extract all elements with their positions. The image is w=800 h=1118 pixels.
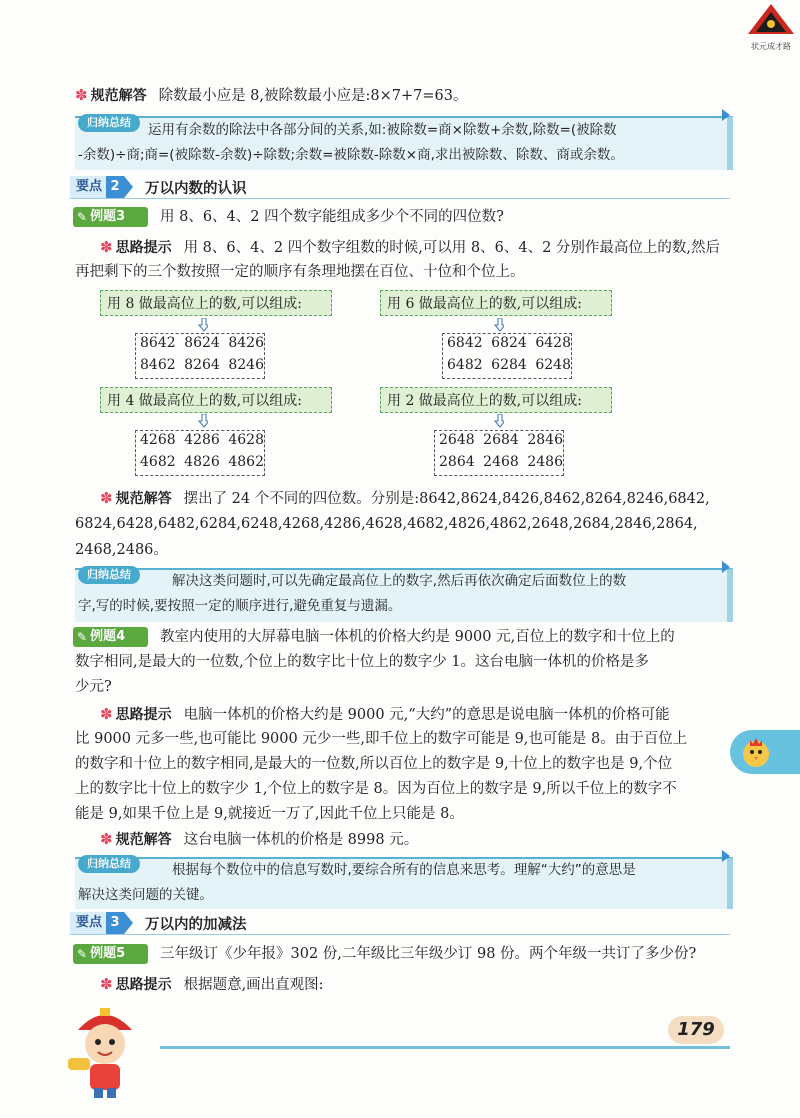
keypoint-2-header xyxy=(70,176,247,198)
example-5-hint xyxy=(100,972,324,997)
logo-triangle-icon xyxy=(744,2,798,36)
footer-rule xyxy=(160,1046,730,1049)
example-5-question: 三年级订《少年报》302 份,二年级比三年级少订 98 份。两个年级一共订了多少份? xyxy=(160,946,697,962)
answer-1 xyxy=(75,83,467,108)
number-cell: 2864 xyxy=(439,454,475,470)
example-4-question: 教室内使用的大屏幕电脑一体机的价格大约是 9000 元,百位上的数字和十位上的 xyxy=(160,629,675,645)
group-title-2: 用 2 做最高位上的数,可以组成: xyxy=(380,387,612,413)
group-title-6: 用 6 做最高位上的数,可以组成: xyxy=(380,290,612,316)
number-cell: 8642 xyxy=(140,335,176,351)
answer-text-line: 2468,2486。 xyxy=(75,542,168,558)
flower-icon: ✽ xyxy=(100,975,113,993)
summary-text-line: -余数)÷商;商=(被除数-余数)÷除数;余数=被除数-除数×商,求出被除数、除数、商或余数。 xyxy=(78,147,624,163)
number-cell: 2846 xyxy=(527,432,563,448)
pencil-icon: ✎ xyxy=(77,630,88,644)
answer-label: 规范解答 xyxy=(115,832,172,848)
hint-label: 思路提示 xyxy=(115,977,172,993)
number-cell: 6482 xyxy=(447,357,483,373)
page-number: 179 xyxy=(668,1016,724,1044)
hint-label: 思路提示 xyxy=(115,707,172,723)
summary-arrow-icon xyxy=(722,561,730,573)
chick-mascot-icon xyxy=(738,734,774,770)
flower-icon: ✽ xyxy=(100,705,113,723)
question-line: 少元? xyxy=(75,679,112,695)
keypoint-arrow-icon xyxy=(124,176,133,198)
flower-icon: ✽ xyxy=(100,830,113,848)
publisher-logo xyxy=(744,2,798,51)
summary-text-line: 字,写的时候,要按照一定的顺序进行,避免重复与遗漏。 xyxy=(78,598,402,614)
example-3-answer xyxy=(100,486,710,511)
pencil-icon: ✎ xyxy=(77,947,88,961)
number-cell: 2468 xyxy=(483,454,519,470)
keypoint-title: 万以内的加减法 xyxy=(145,916,247,933)
hint-text: 用 8、6、4、2 四个数字组数的时候,可以用 8、6、4、2 分别作最高位上的数,然后 xyxy=(183,240,721,256)
group-title-8: 用 8 做最高位上的数,可以组成: xyxy=(100,290,332,316)
example-5-tag xyxy=(73,944,148,964)
example-3-tag xyxy=(73,207,148,227)
keypoint-number: 2 xyxy=(106,176,124,198)
summary-text-line: 根据每个数位中的信息写数时,要综合所有的信息来思考。理解“大约”的意思是 xyxy=(172,862,636,878)
answer-label: 规范解答 xyxy=(115,491,172,507)
hint-text-line: 再把剩下的三个数按照一定的顺序有条理地摆在百位、十位和个位上。 xyxy=(75,264,525,280)
number-cell: 2486 xyxy=(527,454,563,470)
flower-icon: ✽ xyxy=(100,489,113,507)
hint-text: 根据题意,画出直观图: xyxy=(183,977,324,993)
number-cell: 8246 xyxy=(228,357,264,373)
question-line: 数字相同,是最大的一位数,个位上的数字比十位上的数字少 1。这台电脑一体机的价格是多 xyxy=(75,654,650,670)
example-3-question: 用 8、6、4、2 四个数字能组成多少个不同的四位数? xyxy=(160,209,504,225)
number-box-8 xyxy=(135,333,265,379)
number-cell: 4862 xyxy=(228,454,264,470)
keypoint-label: 要点 xyxy=(70,912,106,934)
number-cell: 6284 xyxy=(491,357,527,373)
keypoint-title: 万以内数的认识 xyxy=(145,180,247,197)
down-arrow-icon xyxy=(494,318,504,332)
flower-icon: ✽ xyxy=(75,86,88,104)
example-4-tag xyxy=(73,627,148,647)
side-tab xyxy=(730,730,800,774)
answer-label: 规范解答 xyxy=(90,88,147,104)
number-box-4 xyxy=(135,430,265,476)
down-arrow-icon xyxy=(198,414,208,428)
number-cell: 2684 xyxy=(483,432,519,448)
example-label: 例题3 xyxy=(90,209,126,224)
number-cell: 6824 xyxy=(491,335,527,351)
summary-text-line: 解决这类问题时,可以先确定最高位上的数字,然后再依次确定后面数位上的数 xyxy=(172,573,627,589)
number-cell: 6428 xyxy=(535,335,571,351)
summary-tag: 归纳总结 xyxy=(78,114,140,132)
number-cell: 4268 xyxy=(140,432,176,448)
answer-text: 除数最小应是 8,被除数最小应是:8×7+7=63。 xyxy=(158,88,468,104)
hint-text-line: 比 9000 元多一些,也可能比 9000 元少一些,即千位上的数字可能是 9,也可能是 8。由于百位上 xyxy=(75,731,688,747)
summary-tag: 归纳总结 xyxy=(78,855,140,873)
number-cell: 6842 xyxy=(447,335,483,351)
pencil-icon: ✎ xyxy=(77,210,88,224)
summary-text-line: 运用有余数的除法中各部分间的关系,如:被除数=商×除数+余数,除数=(被除数 xyxy=(148,122,617,138)
group-title-4: 用 4 做最高位上的数,可以组成: xyxy=(100,387,332,413)
summary-text-line: 解决这类问题的关键。 xyxy=(78,887,213,903)
number-cell: 2648 xyxy=(439,432,475,448)
example-3-hint xyxy=(100,235,720,260)
answer-text: 摆出了 24 个不同的四位数。分别是:8642,8624,8426,8462,8264,8246,6842, xyxy=(183,491,710,507)
number-cell: 6248 xyxy=(535,357,571,373)
number-cell: 8264 xyxy=(184,357,220,373)
example-label: 例题5 xyxy=(90,946,126,961)
summary-arrow-icon xyxy=(722,850,730,862)
number-cell: 8426 xyxy=(228,335,264,351)
hint-text-line: 能是 9,如果千位上是 9,就接近一万了,因此千位上只能是 8。 xyxy=(75,806,464,822)
logo-text: 状元成才路 xyxy=(751,42,791,51)
number-cell: 4682 xyxy=(140,454,176,470)
mascot-boy-icon xyxy=(60,1000,150,1100)
down-arrow-icon xyxy=(198,318,208,332)
answer-text-line: 6824,6428,6482,6284,6248,4268,4286,4628,4682,4826,4862,2648,2684,2846,2864, xyxy=(75,516,698,532)
number-cell: 4286 xyxy=(184,432,220,448)
number-cell: 4826 xyxy=(184,454,220,470)
summary-arrow-icon xyxy=(722,109,730,121)
keypoint-label: 要点 xyxy=(70,176,106,198)
number-cell: 4628 xyxy=(228,432,264,448)
example-label: 例题4 xyxy=(90,629,126,644)
keypoint-underline xyxy=(70,934,730,935)
flower-icon: ✽ xyxy=(100,238,113,256)
hint-text-line: 的数字和十位上的数字相同,是最大的一位数,所以百位上的数字是 9,十位上的数字也是 9,个位 xyxy=(75,756,673,772)
hint-text-line: 上的数字比十位上的数字少 1,个位上的数字是 8。因为百位上的数字是 9,所以千位上的数字不 xyxy=(75,781,677,797)
hint-text: 电脑一体机的价格大约是 9000 元,“大约”的意思是说电脑一体机的价格可能 xyxy=(183,707,670,723)
example-4-hint xyxy=(100,702,670,727)
number-box-6 xyxy=(442,333,572,379)
number-cell: 8462 xyxy=(140,357,176,373)
number-cell: 8624 xyxy=(184,335,220,351)
keypoint-3-header xyxy=(70,912,247,934)
keypoint-arrow-icon xyxy=(124,912,133,934)
example-4-answer xyxy=(100,827,418,852)
keypoint-number: 3 xyxy=(106,912,124,934)
summary-tag: 归纳总结 xyxy=(78,566,140,584)
number-box-2 xyxy=(434,430,564,476)
answer-text: 这台电脑一体机的价格是 8998 元。 xyxy=(183,832,419,848)
hint-label: 思路提示 xyxy=(115,240,172,256)
keypoint-underline xyxy=(70,198,730,199)
down-arrow-icon xyxy=(494,414,504,428)
